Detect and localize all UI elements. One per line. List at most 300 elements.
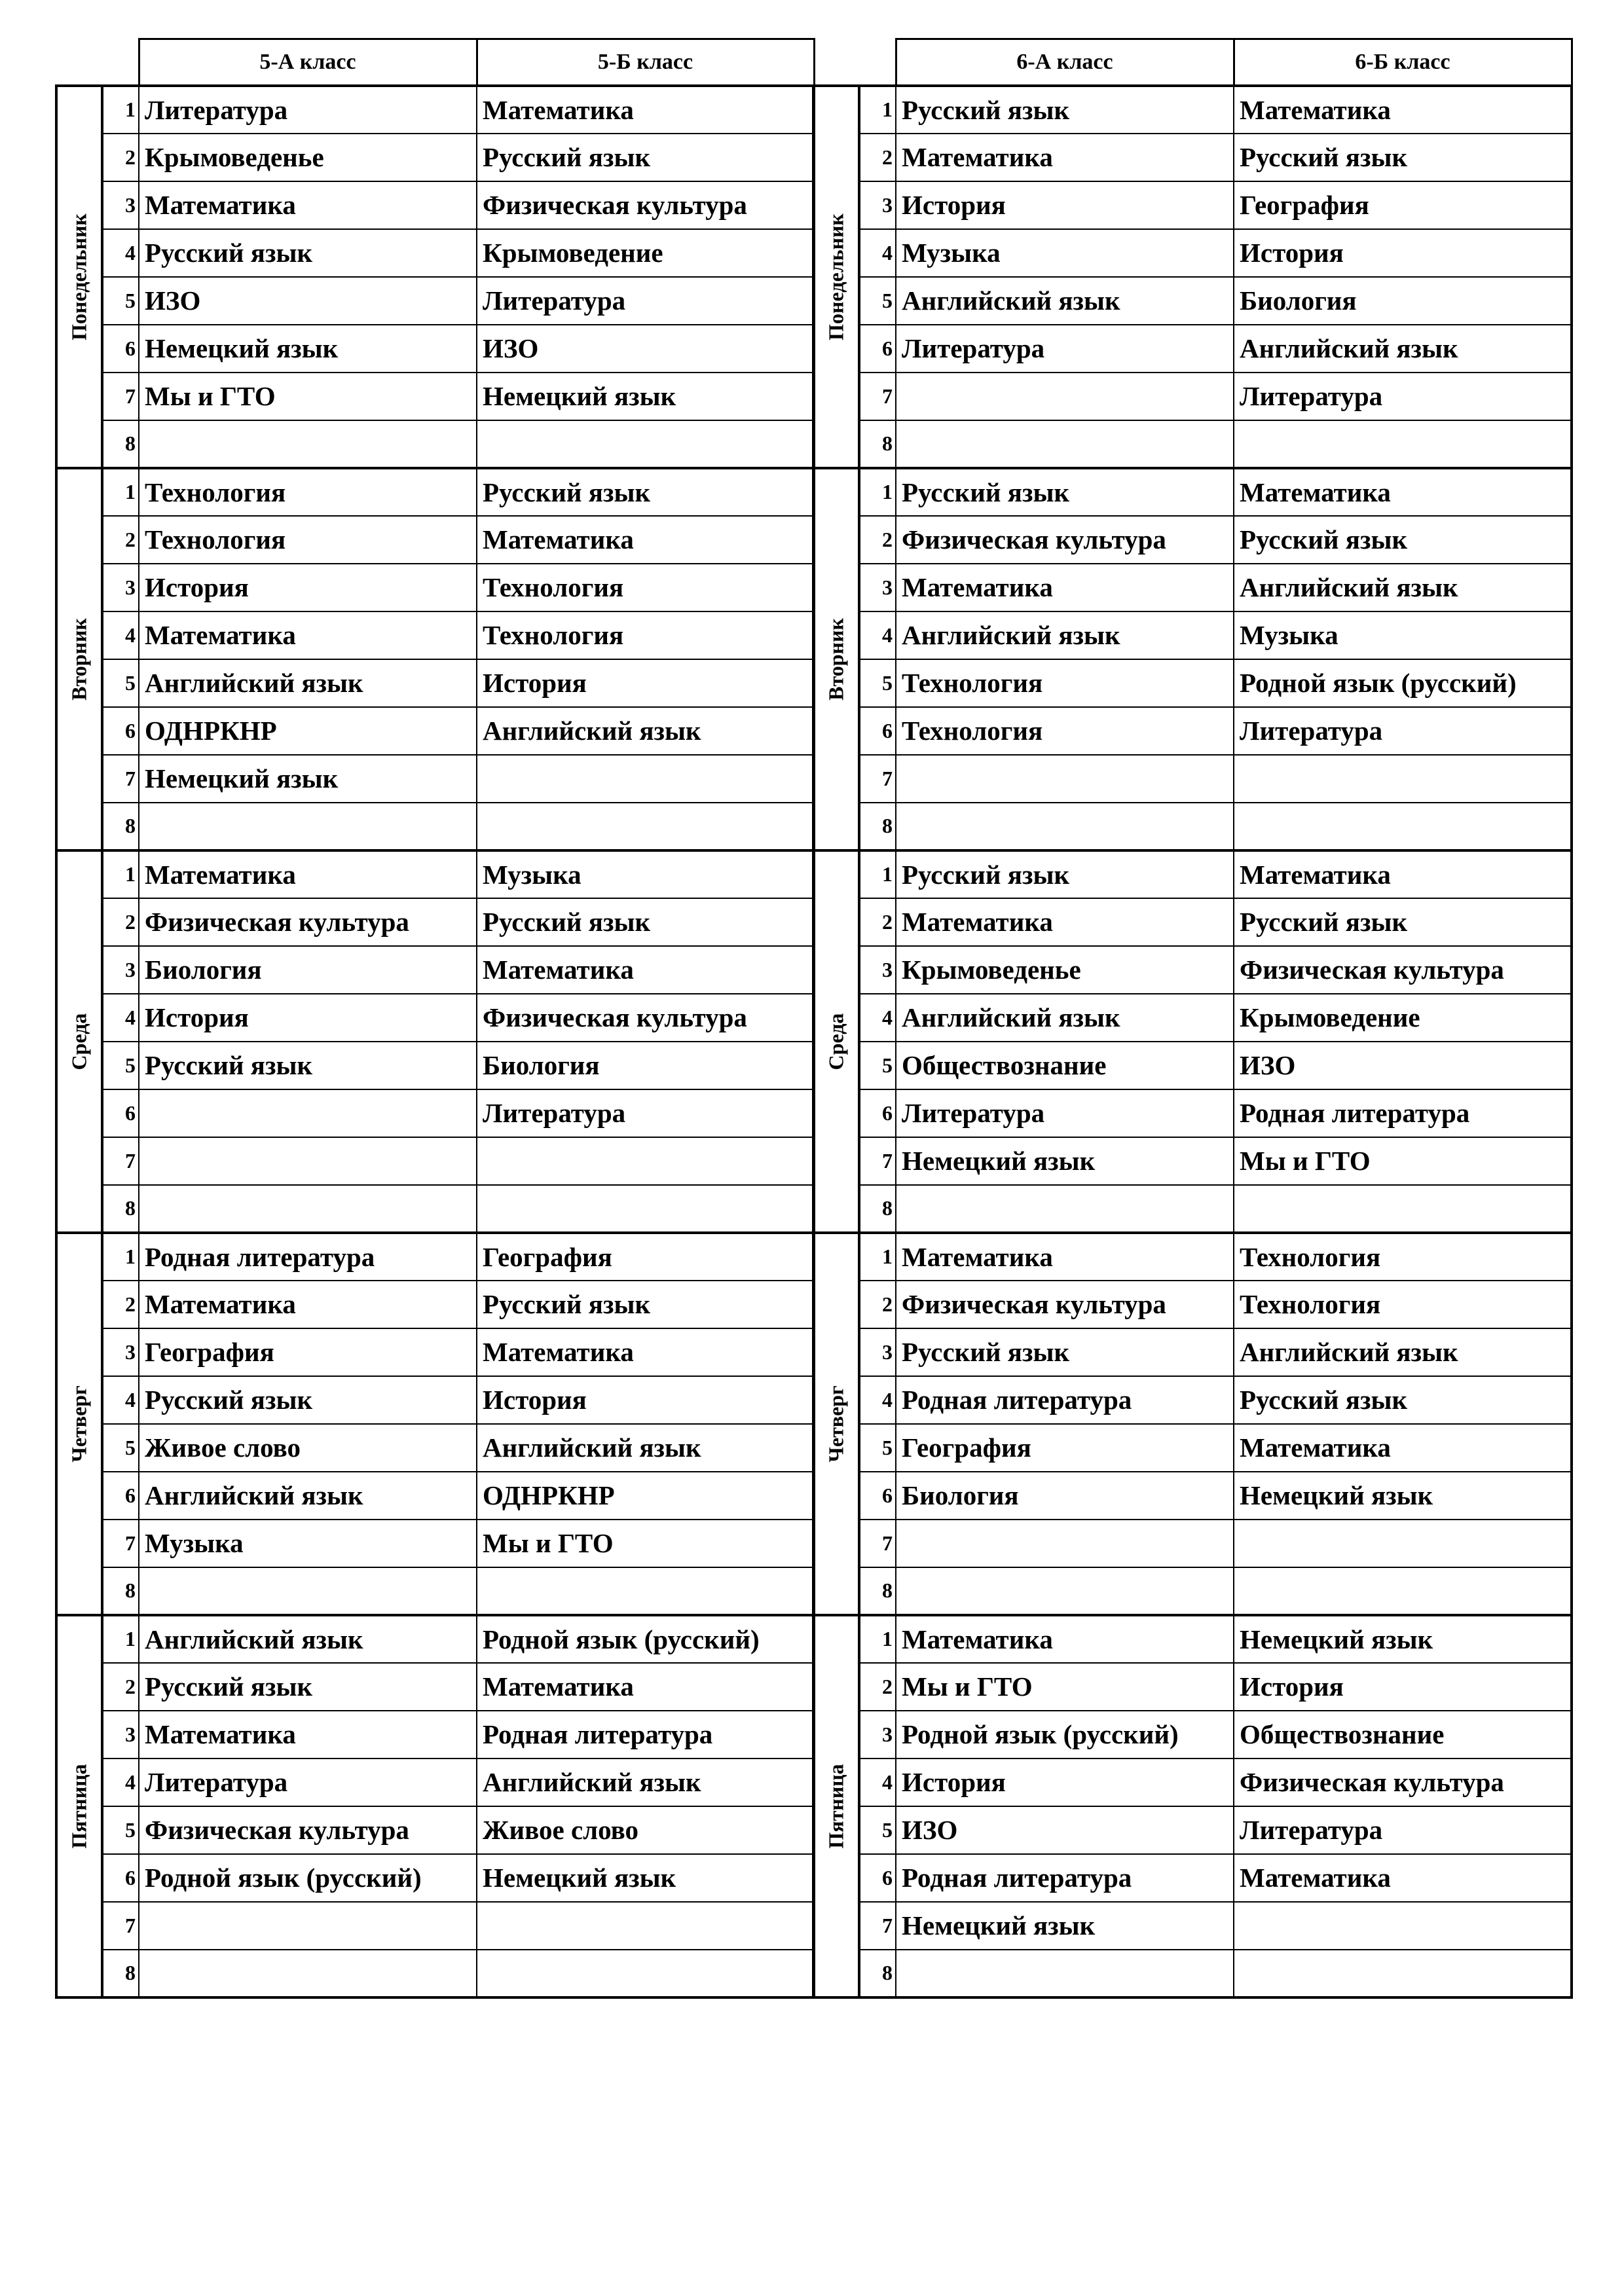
lesson-number: 5 — [859, 659, 896, 707]
lesson-number: 7 — [102, 1902, 139, 1950]
lesson-row — [56, 1042, 814, 1089]
lesson-number: 5 — [859, 1042, 896, 1089]
lesson-row — [56, 1663, 814, 1711]
subject-cell: Русский язык — [139, 229, 477, 277]
lesson-row — [813, 181, 1572, 229]
header-blank — [859, 39, 896, 86]
lesson-number: 3 — [102, 181, 139, 229]
day-name: Вторник — [824, 617, 848, 701]
subject-cell: Живое слово — [139, 1424, 477, 1472]
lesson-number: 3 — [102, 1328, 139, 1376]
day-name: Понедельник — [824, 213, 848, 340]
subject-cell: Математика — [139, 1711, 477, 1758]
subject-cell: Родной язык (русский) — [139, 1854, 477, 1902]
day-label-cell — [813, 86, 859, 468]
subject-cell: Русский язык — [896, 850, 1234, 898]
day-label-cell — [813, 850, 859, 1233]
subject-cell: Литература — [896, 1089, 1234, 1137]
lesson-number: 3 — [859, 1328, 896, 1376]
lesson-number: 6 — [102, 325, 139, 373]
subject-cell — [139, 1185, 477, 1233]
lesson-row — [813, 1137, 1572, 1185]
day-label-cell — [56, 468, 102, 850]
subject-cell: Родной язык (русский) — [896, 1711, 1234, 1758]
lesson-number: 2 — [102, 898, 139, 946]
lesson-number: 5 — [102, 277, 139, 325]
subject-cell: География — [477, 1233, 814, 1281]
class-header: 5-Б класс — [477, 39, 814, 86]
lesson-number: 3 — [102, 564, 139, 611]
lesson-row — [813, 229, 1572, 277]
lesson-row — [813, 898, 1572, 946]
subject-cell — [896, 420, 1234, 468]
subject-cell: Литература — [1234, 707, 1572, 755]
header-blank — [102, 39, 139, 86]
header-blank — [56, 39, 102, 86]
lesson-number: 7 — [859, 755, 896, 803]
subject-cell: Английский язык — [477, 1424, 814, 1472]
subject-cell: Физическая культура — [1234, 1758, 1572, 1806]
lesson-number: 1 — [102, 1615, 139, 1663]
lesson-row — [813, 707, 1572, 755]
day-label-cell — [813, 1615, 859, 1997]
subject-cell: Английский язык — [896, 611, 1234, 659]
subject-cell: Технология — [1234, 1281, 1572, 1328]
lesson-number: 4 — [859, 229, 896, 277]
lesson-row — [56, 1424, 814, 1472]
lesson-number: 3 — [859, 1711, 896, 1758]
lesson-row — [56, 373, 814, 420]
lesson-row — [813, 1950, 1572, 1997]
subject-cell: Биология — [139, 946, 477, 994]
lesson-row — [56, 1281, 814, 1328]
lesson-row — [813, 1567, 1572, 1615]
day-name: Среда — [824, 1013, 848, 1070]
subject-cell: Физическая культура — [896, 516, 1234, 564]
subject-cell: География — [896, 1424, 1234, 1472]
subject-cell: Литература — [1234, 373, 1572, 420]
lesson-number: 7 — [102, 1137, 139, 1185]
lesson-number: 6 — [859, 1089, 896, 1137]
lesson-row — [56, 468, 814, 516]
subject-cell: Родная литература — [477, 1711, 814, 1758]
subject-cell: Биология — [477, 1042, 814, 1089]
lesson-number: 4 — [102, 229, 139, 277]
subject-cell: Русский язык — [477, 468, 814, 516]
subject-cell: ИЗО — [896, 1806, 1234, 1854]
day-label-cell — [813, 1233, 859, 1615]
lesson-number: 1 — [102, 850, 139, 898]
lesson-number: 6 — [859, 707, 896, 755]
lesson-row — [56, 1472, 814, 1520]
header-blank — [813, 39, 859, 86]
class-header: 6-Б класс — [1234, 39, 1572, 86]
subject-cell — [477, 420, 814, 468]
lesson-row — [813, 277, 1572, 325]
lesson-number: 4 — [859, 994, 896, 1042]
lesson-number: 6 — [859, 1854, 896, 1902]
subject-cell: Физическая культура — [1234, 946, 1572, 994]
subject-cell — [896, 755, 1234, 803]
subject-cell: Технология — [477, 611, 814, 659]
lesson-row — [56, 86, 814, 134]
lesson-row — [813, 564, 1572, 611]
lesson-number: 6 — [859, 325, 896, 373]
lesson-number: 7 — [859, 1902, 896, 1950]
subject-cell: Русский язык — [896, 86, 1234, 134]
subject-cell — [139, 1902, 477, 1950]
lesson-row — [56, 1520, 814, 1567]
subject-cell: Русский язык — [139, 1376, 477, 1424]
lesson-row — [813, 1089, 1572, 1137]
subject-cell: Технология — [477, 564, 814, 611]
subject-cell: Музыка — [139, 1520, 477, 1567]
subject-cell — [477, 755, 814, 803]
subject-cell — [139, 1567, 477, 1615]
day-label-cell — [56, 1615, 102, 1997]
lesson-number: 3 — [102, 946, 139, 994]
lesson-row — [813, 1472, 1572, 1520]
subject-cell: Немецкий язык — [896, 1902, 1234, 1950]
subject-cell — [896, 803, 1234, 850]
subject-cell: Технология — [896, 659, 1234, 707]
subject-cell: Физическая культура — [139, 1806, 477, 1854]
lesson-row — [813, 420, 1572, 468]
subject-cell: Физическая культура — [139, 898, 477, 946]
subject-cell: Литература — [896, 325, 1234, 373]
lesson-row — [56, 1806, 814, 1854]
lesson-number: 7 — [102, 755, 139, 803]
lesson-row — [813, 1854, 1572, 1902]
subject-cell: Литература — [477, 1089, 814, 1137]
lesson-number: 5 — [102, 659, 139, 707]
subject-cell: Родная литература — [1234, 1089, 1572, 1137]
lesson-row — [813, 1328, 1572, 1376]
lesson-row — [813, 373, 1572, 420]
lesson-row — [813, 946, 1572, 994]
lesson-row — [813, 994, 1572, 1042]
subject-cell: Русский язык — [139, 1663, 477, 1711]
subject-cell — [139, 803, 477, 850]
day-name: Четверг — [67, 1385, 91, 1463]
lesson-row — [56, 707, 814, 755]
lesson-row — [813, 1615, 1572, 1663]
subject-cell: Математика — [139, 850, 477, 898]
subject-cell: История — [896, 181, 1234, 229]
subject-cell: История — [1234, 1663, 1572, 1711]
lesson-number: 2 — [859, 134, 896, 181]
subject-cell: Английский язык — [896, 994, 1234, 1042]
lesson-number: 2 — [102, 1663, 139, 1711]
subject-cell: Немецкий язык — [139, 325, 477, 373]
lesson-row — [56, 1137, 814, 1185]
lesson-number: 1 — [859, 468, 896, 516]
lesson-row — [56, 1711, 814, 1758]
lesson-row — [56, 1758, 814, 1806]
subject-cell: История — [896, 1758, 1234, 1806]
subject-cell: Немецкий язык — [1234, 1615, 1572, 1663]
subject-cell: География — [1234, 181, 1572, 229]
lesson-row — [56, 134, 814, 181]
subject-cell: Физическая культура — [477, 994, 814, 1042]
day-label-cell — [56, 850, 102, 1233]
subject-cell — [1234, 1902, 1572, 1950]
subject-cell: Музыка — [1234, 611, 1572, 659]
subject-cell: Мы и ГТО — [139, 373, 477, 420]
subject-cell: Крымоведенье — [139, 134, 477, 181]
lesson-row — [813, 516, 1572, 564]
subject-cell — [896, 373, 1234, 420]
subject-cell: Музыка — [477, 850, 814, 898]
subject-cell: История — [477, 659, 814, 707]
lesson-number: 3 — [859, 181, 896, 229]
subject-cell: Живое слово — [477, 1806, 814, 1854]
lesson-row — [56, 181, 814, 229]
subject-cell: Немецкий язык — [896, 1137, 1234, 1185]
lesson-number: 2 — [859, 1663, 896, 1711]
lesson-number: 7 — [102, 373, 139, 420]
subject-cell: Родная литература — [139, 1233, 477, 1281]
lesson-number: 6 — [102, 707, 139, 755]
day-name: Понедельник — [67, 213, 91, 340]
lesson-row — [813, 1806, 1572, 1854]
subject-cell: Технология — [896, 707, 1234, 755]
lesson-row — [56, 325, 814, 373]
subject-cell: Родная литература — [896, 1854, 1234, 1902]
lesson-number: 1 — [859, 1615, 896, 1663]
lesson-row — [813, 1376, 1572, 1424]
lesson-number: 8 — [859, 803, 896, 850]
lesson-number: 8 — [102, 420, 139, 468]
day-label-cell — [56, 86, 102, 468]
subject-cell: Русский язык — [477, 898, 814, 946]
subject-cell: Обществознание — [896, 1042, 1234, 1089]
lesson-number: 7 — [859, 1520, 896, 1567]
schedule-table-6 — [812, 38, 1573, 1999]
subject-cell: Мы и ГТО — [1234, 1137, 1572, 1185]
subject-cell: Математика — [139, 1281, 477, 1328]
day-name: Среда — [67, 1013, 91, 1070]
lesson-row — [56, 277, 814, 325]
subject-cell: История — [139, 564, 477, 611]
subject-cell: Русский язык — [139, 1042, 477, 1089]
lesson-number: 7 — [102, 1520, 139, 1567]
lesson-row — [56, 1615, 814, 1663]
subject-cell — [1234, 1567, 1572, 1615]
lesson-row — [56, 516, 814, 564]
lesson-row — [813, 1711, 1572, 1758]
header-row — [56, 39, 814, 86]
lesson-row — [56, 1854, 814, 1902]
lesson-number: 6 — [859, 1472, 896, 1520]
lesson-row — [56, 946, 814, 994]
lesson-number: 8 — [102, 1567, 139, 1615]
lesson-number: 4 — [859, 611, 896, 659]
lesson-row — [56, 755, 814, 803]
subject-cell: История — [1234, 229, 1572, 277]
day-name: Пятница — [67, 1763, 91, 1849]
lesson-row — [813, 134, 1572, 181]
subject-cell: Русский язык — [1234, 898, 1572, 946]
lesson-number: 5 — [859, 277, 896, 325]
subject-cell: Литература — [477, 277, 814, 325]
lesson-number: 6 — [102, 1854, 139, 1902]
lesson-number: 2 — [859, 898, 896, 946]
lesson-row — [813, 1663, 1572, 1711]
subject-cell: Русский язык — [896, 468, 1234, 516]
subject-cell: Русский язык — [1234, 134, 1572, 181]
subject-cell: Немецкий язык — [1234, 1472, 1572, 1520]
subject-cell: Родной язык (русский) — [477, 1615, 814, 1663]
lesson-number: 2 — [859, 1281, 896, 1328]
lesson-row — [56, 611, 814, 659]
subject-cell: Математика — [1234, 850, 1572, 898]
class-header: 6-А класс — [896, 39, 1234, 86]
subject-cell: Мы и ГТО — [896, 1663, 1234, 1711]
lesson-number: 5 — [102, 1806, 139, 1854]
lesson-row — [813, 1281, 1572, 1328]
lesson-row — [56, 994, 814, 1042]
subject-cell: Музыка — [896, 229, 1234, 277]
subject-cell: Физическая культура — [477, 181, 814, 229]
subject-cell: История — [139, 994, 477, 1042]
subject-cell: Английский язык — [139, 1615, 477, 1663]
subject-cell: Технология — [1234, 1233, 1572, 1281]
lesson-row — [56, 1089, 814, 1137]
subject-cell: Биология — [1234, 277, 1572, 325]
day-name: Вторник — [67, 617, 91, 701]
subject-cell: Математика — [1234, 86, 1572, 134]
lesson-row — [56, 850, 814, 898]
subject-cell: Мы и ГТО — [477, 1520, 814, 1567]
lesson-row — [56, 1185, 814, 1233]
lesson-row — [56, 659, 814, 707]
subject-cell: ОДНРКНР — [477, 1472, 814, 1520]
subject-cell: ИЗО — [477, 325, 814, 373]
lesson-number: 1 — [102, 86, 139, 134]
lesson-row — [813, 1042, 1572, 1089]
class-header: 5-А класс — [139, 39, 477, 86]
lesson-row — [813, 850, 1572, 898]
subject-cell: Крымоведенье — [896, 946, 1234, 994]
subject-cell: Обществознание — [1234, 1711, 1572, 1758]
lesson-number: 4 — [859, 1376, 896, 1424]
lesson-row — [813, 755, 1572, 803]
subject-cell: История — [477, 1376, 814, 1424]
subject-cell — [139, 1089, 477, 1137]
lesson-number: 1 — [102, 1233, 139, 1281]
subject-cell: ИЗО — [1234, 1042, 1572, 1089]
lesson-number: 8 — [102, 1950, 139, 1997]
subject-cell: Математика — [139, 611, 477, 659]
lesson-number: 8 — [859, 420, 896, 468]
subject-cell: Родная литература — [896, 1376, 1234, 1424]
subject-cell: Физическая культура — [896, 1281, 1234, 1328]
subject-cell: Литература — [1234, 1806, 1572, 1854]
lesson-row — [813, 1758, 1572, 1806]
lesson-number: 2 — [102, 1281, 139, 1328]
lesson-number: 8 — [102, 803, 139, 850]
lesson-number: 2 — [102, 134, 139, 181]
subject-cell: Русский язык — [896, 1328, 1234, 1376]
lesson-number: 4 — [102, 611, 139, 659]
subject-cell — [139, 420, 477, 468]
lesson-row — [56, 1567, 814, 1615]
subject-cell — [1234, 1950, 1572, 1997]
lesson-row — [813, 1902, 1572, 1950]
subject-cell: Математика — [896, 898, 1234, 946]
subject-cell: Литература — [139, 86, 477, 134]
subject-cell — [1234, 420, 1572, 468]
subject-cell: Русский язык — [477, 1281, 814, 1328]
subject-cell: Математика — [896, 134, 1234, 181]
subject-cell — [139, 1950, 477, 1997]
subject-cell — [477, 1185, 814, 1233]
lesson-row — [56, 229, 814, 277]
subject-cell — [477, 1902, 814, 1950]
subject-cell: Математика — [477, 1663, 814, 1711]
lesson-row — [813, 468, 1572, 516]
lesson-row — [813, 1233, 1572, 1281]
subject-cell: Математика — [477, 516, 814, 564]
lesson-number: 8 — [859, 1950, 896, 1997]
lesson-row — [813, 1520, 1572, 1567]
subject-cell: Английский язык — [896, 277, 1234, 325]
subject-cell: Русский язык — [477, 134, 814, 181]
lesson-number: 3 — [859, 946, 896, 994]
lesson-number: 8 — [859, 1567, 896, 1615]
subject-cell: Английский язык — [477, 1758, 814, 1806]
subject-cell — [477, 1137, 814, 1185]
lesson-row — [813, 1185, 1572, 1233]
day-label-cell — [813, 468, 859, 850]
subject-cell — [1234, 755, 1572, 803]
subject-cell — [896, 1520, 1234, 1567]
subject-cell: Русский язык — [1234, 1376, 1572, 1424]
day-name: Четверг — [824, 1385, 848, 1463]
lesson-row — [813, 803, 1572, 850]
lesson-number: 3 — [102, 1711, 139, 1758]
lesson-row — [56, 1376, 814, 1424]
lesson-number: 5 — [102, 1424, 139, 1472]
lesson-row — [813, 86, 1572, 134]
lesson-row — [56, 803, 814, 850]
subject-cell: Немецкий язык — [477, 1854, 814, 1902]
lesson-row — [56, 420, 814, 468]
subject-cell: Крымоведение — [1234, 994, 1572, 1042]
subject-cell — [477, 803, 814, 850]
lesson-number: 4 — [102, 1376, 139, 1424]
subject-cell: Математика — [896, 1615, 1234, 1663]
subject-cell: Математика — [477, 86, 814, 134]
subject-cell — [477, 1567, 814, 1615]
lesson-row — [56, 564, 814, 611]
lesson-number: 8 — [102, 1185, 139, 1233]
subject-cell: Литература — [139, 1758, 477, 1806]
subject-cell — [896, 1567, 1234, 1615]
lesson-number: 8 — [859, 1185, 896, 1233]
subject-cell — [1234, 1520, 1572, 1567]
lesson-number: 6 — [102, 1089, 139, 1137]
schedule-table-5 — [55, 38, 815, 1999]
day-label-cell — [56, 1233, 102, 1615]
subject-cell — [896, 1185, 1234, 1233]
lesson-row — [813, 659, 1572, 707]
subject-cell: Английский язык — [477, 707, 814, 755]
subject-cell: Технология — [139, 516, 477, 564]
subject-cell: Математика — [896, 1233, 1234, 1281]
subject-cell: Математика — [896, 564, 1234, 611]
